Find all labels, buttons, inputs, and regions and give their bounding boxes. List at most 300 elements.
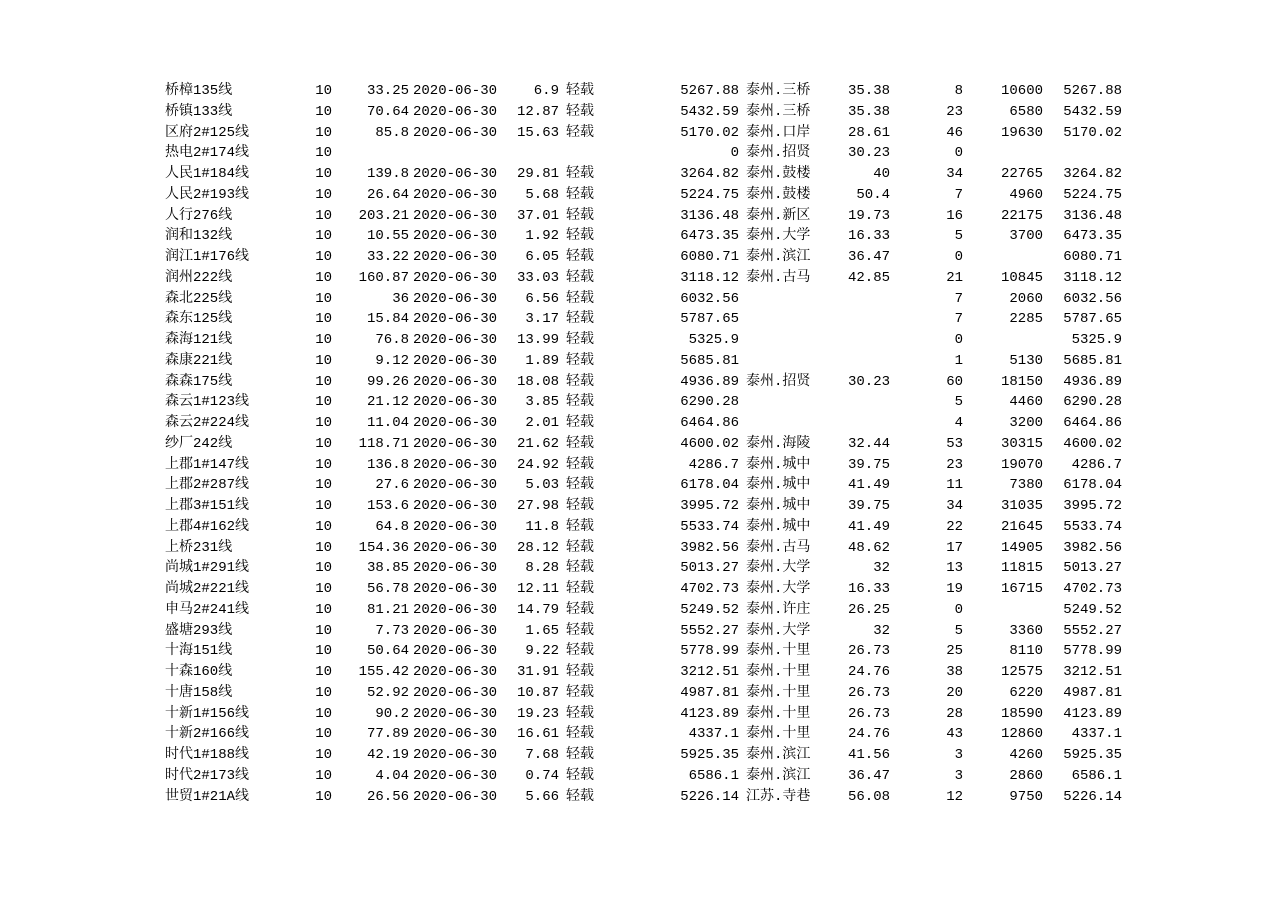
table-cell-col10: 3 xyxy=(954,767,963,784)
table-cell-col9: 36.47 xyxy=(847,767,890,784)
table-cell-col7: 4600.02 xyxy=(680,435,739,452)
table-cell-col6: 轻载 xyxy=(566,207,594,224)
table-cell-col4: 2020-06-30 xyxy=(412,767,497,784)
table-cell-col12: 5267.88 xyxy=(1063,83,1122,99)
table-cell-col3: 136.8 xyxy=(366,456,409,473)
table-cell-col6: 轻载 xyxy=(566,664,594,680)
table-cell-col2: 10 xyxy=(315,290,332,307)
table-cell-col9: 24.76 xyxy=(847,664,890,680)
table-cell-col4: 2020-06-30 xyxy=(412,581,497,597)
table-cell-col7: 4987.81 xyxy=(680,684,739,701)
table-row xyxy=(160,641,1122,662)
table-cell-col6: 轻载 xyxy=(566,705,594,722)
table-cell-col4: 2020-06-30 xyxy=(412,103,497,120)
table-cell-col8: 泰州.十里 xyxy=(746,705,811,722)
table-cell-col11 xyxy=(963,143,1043,164)
table-cell-col8 xyxy=(739,392,825,413)
table-cell-col6: 轻载 xyxy=(566,249,594,265)
table-cell-col4 xyxy=(409,143,497,164)
table-cell-col10: 7 xyxy=(954,290,963,307)
table-cell-col5: 6.05 xyxy=(525,249,559,265)
table-cell-col1: 十新2#166线 xyxy=(165,726,250,743)
table-cell-col5: 11.8 xyxy=(525,518,559,535)
table-cell-col9: 40 xyxy=(873,166,890,182)
table-cell-col1: 桥樟135线 xyxy=(165,83,233,99)
table-cell-col11: 22175 xyxy=(1000,207,1043,224)
table-cell-col8: 泰州.新区 xyxy=(746,207,811,224)
table-cell-col4: 2020-06-30 xyxy=(412,788,497,805)
table-cell-col2: 10 xyxy=(315,788,332,805)
table-cell-col3: 15.84 xyxy=(366,311,409,328)
table-cell-col12: 6032.56 xyxy=(1063,290,1122,307)
table-cell-col7: 5925.35 xyxy=(680,747,739,763)
table-cell-col5: 15.63 xyxy=(516,124,559,141)
table-cell-col7: 4702.73 xyxy=(680,581,739,597)
table-cell-col3: 203.21 xyxy=(358,207,409,224)
table-row xyxy=(160,475,1122,496)
table-cell-col6: 轻载 xyxy=(566,518,594,535)
table-cell-col9: 26.73 xyxy=(847,684,890,701)
table-cell-col8: 泰州.许庄 xyxy=(746,601,811,618)
table-cell-col10: 46 xyxy=(946,124,963,141)
table-cell-col3: 21.12 xyxy=(366,394,409,411)
table-cell-col1: 时代2#173线 xyxy=(165,767,250,784)
table-cell-col5: 5.03 xyxy=(525,477,559,494)
table-cell-col7: 6080.71 xyxy=(680,249,739,265)
table-cell-col11: 3700 xyxy=(1009,228,1043,245)
table-cell-col7: 4936.89 xyxy=(680,373,739,390)
table-cell-col2: 10 xyxy=(315,747,332,763)
table-cell-col12: 5685.81 xyxy=(1063,352,1122,369)
table-cell-col5: 12.87 xyxy=(516,103,559,120)
table-cell-col2: 10 xyxy=(315,498,332,514)
table-cell-col3: 76.8 xyxy=(375,332,409,348)
table-cell-col4: 2020-06-30 xyxy=(412,124,497,141)
table-cell-col7: 3264.82 xyxy=(680,166,739,182)
table-cell-col6: 轻载 xyxy=(566,560,594,577)
table-row xyxy=(160,185,1122,206)
table-row xyxy=(160,372,1122,393)
table-cell-col8: 泰州.十里 xyxy=(746,664,811,680)
table-cell-col7: 6290.28 xyxy=(680,394,739,411)
table-cell-col1: 十新1#156线 xyxy=(165,705,250,722)
table-cell-col4: 2020-06-30 xyxy=(412,290,497,307)
table-cell-col7: 5226.14 xyxy=(680,788,739,805)
table-cell-col5: 31.91 xyxy=(516,664,559,680)
table-cell-col2: 10 xyxy=(315,228,332,245)
table-cell-col6: 轻载 xyxy=(566,435,594,452)
table-cell-col1: 人民2#193线 xyxy=(165,186,250,203)
table-cell-col5: 29.81 xyxy=(516,166,559,182)
table-cell-col6: 轻载 xyxy=(566,726,594,743)
table-cell-col4: 2020-06-30 xyxy=(412,228,497,245)
table-cell-col3: 36 xyxy=(392,290,409,307)
table-cell-col5: 12.11 xyxy=(516,581,559,597)
table-cell-col10: 16 xyxy=(946,207,963,224)
table-cell-col7: 5013.27 xyxy=(680,560,739,577)
table-cell-col5: 5.68 xyxy=(525,186,559,203)
table-cell-col1: 人行276线 xyxy=(165,207,233,224)
table-cell-col3: 99.26 xyxy=(366,373,409,390)
table-cell-col3: 81.21 xyxy=(366,601,409,618)
table-cell-col10: 0 xyxy=(954,601,963,618)
table-cell-col8: 江苏.寺巷 xyxy=(746,788,811,805)
table-cell-col7: 3212.51 xyxy=(680,664,739,680)
table-cell-col12: 5778.99 xyxy=(1063,643,1122,660)
table-cell-col6: 轻载 xyxy=(566,747,594,763)
table-cell-col4: 2020-06-30 xyxy=(412,249,497,265)
table-cell-col3: 26.64 xyxy=(366,186,409,203)
table-cell-col9: 30.23 xyxy=(847,373,890,390)
table-cell-col10: 23 xyxy=(946,103,963,120)
table-row xyxy=(160,102,1122,123)
table-cell-col9 xyxy=(825,351,890,372)
table-cell-col8 xyxy=(739,330,825,351)
table-cell-col12: 5325.9 xyxy=(1071,332,1122,348)
table-cell-col1: 上郡3#151线 xyxy=(165,498,250,514)
table-cell-col6: 轻载 xyxy=(566,498,594,514)
table-row xyxy=(160,455,1122,476)
table-cell-col10: 28 xyxy=(946,705,963,722)
table-cell-col10: 4 xyxy=(954,415,963,431)
table-row xyxy=(160,351,1122,372)
table-cell-col2: 10 xyxy=(315,601,332,618)
table-cell-col1: 森东125线 xyxy=(165,311,233,328)
table-cell-col11: 4460 xyxy=(1009,394,1043,411)
table-cell-col6: 轻载 xyxy=(566,477,594,494)
table-cell-col11: 14905 xyxy=(1000,539,1043,556)
table-cell-col4: 2020-06-30 xyxy=(412,477,497,494)
table-cell-col10: 23 xyxy=(946,456,963,473)
table-row xyxy=(160,787,1122,808)
table-cell-col12: 6586.1 xyxy=(1071,767,1122,784)
table-cell-col8: 泰州.大学 xyxy=(746,622,811,639)
table-cell-col2: 10 xyxy=(315,83,332,99)
table-cell-col4: 2020-06-30 xyxy=(412,747,497,763)
table-cell-col10: 5 xyxy=(954,394,963,411)
table-row xyxy=(160,143,1122,164)
table-cell-col4: 2020-06-30 xyxy=(412,684,497,701)
table-cell-col12: 4286.7 xyxy=(1071,456,1122,473)
table-row xyxy=(160,766,1122,787)
table-cell-col6: 轻载 xyxy=(566,788,594,805)
table-cell-col1: 润州222线 xyxy=(165,269,233,286)
table-cell-col10: 1 xyxy=(954,352,963,369)
table-cell-col1: 区府2#125线 xyxy=(165,124,250,141)
table-cell-col7: 6586.1 xyxy=(688,767,739,784)
table-cell-col9: 32 xyxy=(873,560,890,577)
table-cell-col7: 5552.27 xyxy=(680,622,739,639)
table-cell-col9: 50.4 xyxy=(856,186,890,203)
table-cell-col10: 34 xyxy=(946,498,963,514)
table-cell-col2: 10 xyxy=(315,207,332,224)
table-cell-col2: 10 xyxy=(315,249,332,265)
table-cell-col2: 10 xyxy=(315,518,332,535)
table-cell-col10: 7 xyxy=(954,311,963,328)
table-row xyxy=(160,724,1122,745)
table-cell-col11: 2285 xyxy=(1009,311,1043,328)
table-row xyxy=(160,579,1122,600)
table-cell-col1: 森康221线 xyxy=(165,352,233,369)
table-cell-col8: 泰州.大学 xyxy=(746,581,811,597)
table-cell-col1: 人民1#184线 xyxy=(165,166,250,182)
table-cell-col12: 4987.81 xyxy=(1063,684,1122,701)
table-cell-col10: 7 xyxy=(954,186,963,203)
table-cell-col11: 12575 xyxy=(1000,664,1043,680)
table-cell-col9: 24.76 xyxy=(847,726,890,743)
table-cell-col8: 泰州.鼓楼 xyxy=(746,166,811,182)
table-cell-col12: 5432.59 xyxy=(1063,103,1122,120)
table-cell-col11: 6580 xyxy=(1009,103,1043,120)
table-cell-col7: 4286.7 xyxy=(688,456,739,473)
table-cell-col4: 2020-06-30 xyxy=(412,705,497,722)
table-cell-col10: 0 xyxy=(954,332,963,348)
table-cell-col3 xyxy=(332,143,409,164)
table-cell-col3: 11.04 xyxy=(366,415,409,431)
table-cell-col11: 5130 xyxy=(1009,352,1043,369)
table-cell-col7: 5787.65 xyxy=(680,311,739,328)
table-cell-col1: 森云1#123线 xyxy=(165,394,250,411)
table-cell-col2: 10 xyxy=(315,394,332,411)
table-cell-col8: 泰州.城中 xyxy=(746,498,811,514)
table-cell-col6: 轻载 xyxy=(566,290,594,307)
table-cell-col11: 8110 xyxy=(1009,643,1043,660)
table-cell-col12: 3982.56 xyxy=(1063,539,1122,556)
table-cell-col9: 26.73 xyxy=(847,643,890,660)
table-cell-col12: 6464.86 xyxy=(1063,415,1122,431)
table-row xyxy=(160,496,1122,517)
table-cell-col2: 10 xyxy=(315,124,332,141)
table-row xyxy=(160,434,1122,455)
table-cell-col4: 2020-06-30 xyxy=(412,560,497,577)
table-cell-col4: 2020-06-30 xyxy=(412,518,497,535)
table-cell-col1: 十森160线 xyxy=(165,664,233,680)
table-cell-col7: 6032.56 xyxy=(680,290,739,307)
table-cell-col1: 盛塘293线 xyxy=(165,622,233,639)
table-cell-col12: 5170.02 xyxy=(1063,124,1122,141)
table-cell-col12: 6473.35 xyxy=(1063,228,1122,245)
table-cell-col1: 森森175线 xyxy=(165,373,233,390)
table-cell-col2: 10 xyxy=(315,581,332,597)
table-cell-col12: 5552.27 xyxy=(1063,622,1122,639)
table-cell-col8: 泰州.大学 xyxy=(746,560,811,577)
table-cell-col11: 31035 xyxy=(1000,498,1043,514)
table-row xyxy=(160,745,1122,766)
table-cell-col9: 30.23 xyxy=(847,145,890,162)
table-cell-col8: 泰州.口岸 xyxy=(746,124,811,141)
table-cell-col6: 轻载 xyxy=(566,767,594,784)
table-cell-col12: 6178.04 xyxy=(1063,477,1122,494)
table-cell-col5: 2.01 xyxy=(525,415,559,431)
table-cell-col1: 世贸1#21A线 xyxy=(165,788,250,805)
table-cell-col6: 轻载 xyxy=(566,684,594,701)
table-cell-col9: 26.25 xyxy=(847,601,890,618)
table-cell-col7: 5778.99 xyxy=(680,643,739,660)
table-cell-col9: 36.47 xyxy=(847,249,890,265)
table-row xyxy=(160,662,1122,683)
table-cell-col8 xyxy=(739,289,825,310)
table-cell-col2: 10 xyxy=(315,435,332,452)
table-cell-col9: 56.08 xyxy=(847,788,890,805)
table-cell-col5: 10.87 xyxy=(516,684,559,701)
table-cell-col7: 5170.02 xyxy=(680,124,739,141)
table-cell-col3: 70.64 xyxy=(366,103,409,120)
table-cell-col10: 19 xyxy=(946,581,963,597)
table-cell-col1: 十唐158线 xyxy=(165,684,233,701)
table-cell-col12: 3118.12 xyxy=(1063,269,1122,286)
table-cell-col3: 9.12 xyxy=(375,352,409,369)
table-cell-col9: 16.33 xyxy=(847,581,890,597)
table-cell-col6: 轻载 xyxy=(566,124,594,141)
table-cell-col4: 2020-06-30 xyxy=(412,456,497,473)
table-cell-col7: 4123.89 xyxy=(680,705,739,722)
table-cell-col11: 3200 xyxy=(1009,415,1043,431)
table-row xyxy=(160,392,1122,413)
table-cell-col10: 8 xyxy=(954,83,963,99)
table-cell-col9: 16.33 xyxy=(847,228,890,245)
table-cell-col9 xyxy=(825,330,890,351)
table-cell-col11 xyxy=(963,247,1043,268)
table-cell-col10: 5 xyxy=(954,228,963,245)
table-cell-col11: 18590 xyxy=(1000,705,1043,722)
table-cell-col8: 泰州.招贤 xyxy=(746,145,811,162)
table-cell-col5: 1.92 xyxy=(525,228,559,245)
table-cell-col5: 3.17 xyxy=(525,311,559,328)
table-cell-col12: 4123.89 xyxy=(1063,705,1122,722)
table-cell-col3: 154.36 xyxy=(358,539,409,556)
table-cell-col2: 10 xyxy=(315,643,332,660)
table-cell-col6: 轻载 xyxy=(566,83,594,99)
table-cell-col7: 5533.74 xyxy=(680,518,739,535)
table-cell-col7: 5267.88 xyxy=(680,83,739,99)
table-cell-col7: 5685.81 xyxy=(680,352,739,369)
table-cell-col4: 2020-06-30 xyxy=(412,394,497,411)
table-cell-col8: 泰州.城中 xyxy=(746,456,811,473)
table-cell-col4: 2020-06-30 xyxy=(412,664,497,680)
table-cell-col8: 泰州.招贤 xyxy=(746,373,811,390)
table-row xyxy=(160,206,1122,227)
table-row xyxy=(160,517,1122,538)
table-cell-col5: 5.66 xyxy=(525,788,559,805)
table-cell-col4: 2020-06-30 xyxy=(412,352,497,369)
table-cell-col11: 2060 xyxy=(1009,290,1043,307)
table-cell-col10: 60 xyxy=(946,373,963,390)
table-cell-col3: 90.2 xyxy=(375,705,409,722)
table-cell-col4: 2020-06-30 xyxy=(412,83,497,99)
table-cell-col4: 2020-06-30 xyxy=(412,601,497,618)
table-cell-col4: 2020-06-30 xyxy=(412,435,497,452)
table-cell-col9: 32.44 xyxy=(847,435,890,452)
table-row xyxy=(160,621,1122,642)
line-load-report xyxy=(160,81,1122,807)
table-cell-col3: 42.19 xyxy=(366,747,409,763)
table-cell-col2: 10 xyxy=(315,539,332,556)
table-cell-col11: 4260 xyxy=(1009,747,1043,763)
table-cell-col5 xyxy=(497,143,559,164)
table-cell-col1: 热电2#174线 xyxy=(165,145,250,162)
table-cell-col12: 6080.71 xyxy=(1063,249,1122,265)
table-cell-col11: 22765 xyxy=(1000,166,1043,182)
table-cell-col9 xyxy=(825,289,890,310)
table-cell-col4: 2020-06-30 xyxy=(412,269,497,286)
table-cell-col1: 尚城2#221线 xyxy=(165,581,250,597)
report-table-body xyxy=(160,81,1122,807)
table-cell-col12: 4337.1 xyxy=(1071,726,1122,743)
table-cell-col10: 0 xyxy=(954,145,963,162)
table-cell-col3: 160.87 xyxy=(358,269,409,286)
table-cell-col6: 轻载 xyxy=(566,332,594,348)
table-cell-col10: 20 xyxy=(946,684,963,701)
table-cell-col1: 纱厂242线 xyxy=(165,435,233,452)
table-cell-col2: 10 xyxy=(315,560,332,577)
table-cell-col7: 5224.75 xyxy=(680,186,739,203)
table-cell-col6: 轻载 xyxy=(566,394,594,411)
table-cell-col10: 43 xyxy=(946,726,963,743)
table-row xyxy=(160,309,1122,330)
table-cell-col5: 16.61 xyxy=(516,726,559,743)
table-cell-col12: 5226.14 xyxy=(1063,788,1122,805)
table-cell-col3: 118.71 xyxy=(358,435,409,452)
table-cell-col4: 2020-06-30 xyxy=(412,622,497,639)
table-row xyxy=(160,123,1122,144)
table-cell-col8: 泰州.十里 xyxy=(746,726,811,743)
table-cell-col5: 1.65 xyxy=(525,622,559,639)
table-row xyxy=(160,226,1122,247)
table-cell-col11: 2860 xyxy=(1009,767,1043,784)
table-cell-col9: 41.56 xyxy=(847,747,890,763)
table-cell-col9: 39.75 xyxy=(847,498,890,514)
table-cell-col6: 轻载 xyxy=(566,269,594,286)
table-row xyxy=(160,600,1122,621)
table-row xyxy=(160,81,1122,102)
table-cell-col8: 泰州.鼓楼 xyxy=(746,186,811,203)
table-cell-col2: 10 xyxy=(315,767,332,784)
table-cell-col2: 10 xyxy=(315,373,332,390)
table-cell-col9 xyxy=(825,392,890,413)
table-cell-col11: 16715 xyxy=(1000,581,1043,597)
table-row xyxy=(160,268,1122,289)
table-cell-col11 xyxy=(963,330,1043,351)
table-cell-col1: 上郡2#287线 xyxy=(165,477,250,494)
table-cell-col8: 泰州.古马 xyxy=(746,269,811,286)
table-cell-col8: 泰州.滨江 xyxy=(746,249,811,265)
table-cell-col12 xyxy=(1043,143,1122,164)
table-cell-col2: 10 xyxy=(315,186,332,203)
table-row xyxy=(160,683,1122,704)
table-cell-col4: 2020-06-30 xyxy=(412,373,497,390)
table-cell-col11: 6220 xyxy=(1009,684,1043,701)
table-cell-col4: 2020-06-30 xyxy=(412,332,497,348)
table-cell-col7: 3136.48 xyxy=(680,207,739,224)
table-cell-col1: 上桥231线 xyxy=(165,539,233,556)
table-cell-col11: 10845 xyxy=(1000,269,1043,286)
table-cell-col1: 十海151线 xyxy=(165,643,233,660)
table-cell-col2: 10 xyxy=(315,311,332,328)
table-cell-col12: 3995.72 xyxy=(1063,498,1122,514)
table-cell-col11: 19070 xyxy=(1000,456,1043,473)
table-cell-col1: 申马2#241线 xyxy=(165,601,250,618)
table-cell-col11: 19630 xyxy=(1000,124,1043,141)
table-cell-col10: 12 xyxy=(946,788,963,805)
table-cell-col12: 5787.65 xyxy=(1063,311,1122,328)
table-cell-col7: 6178.04 xyxy=(680,477,739,494)
table-cell-col5: 27.98 xyxy=(516,498,559,514)
table-cell-col7: 6473.35 xyxy=(680,228,739,245)
table-cell-col6: 轻载 xyxy=(566,643,594,660)
table-cell-col12: 3264.82 xyxy=(1063,166,1122,182)
table-cell-col12: 5013.27 xyxy=(1063,560,1122,577)
table-cell-col2: 10 xyxy=(315,415,332,431)
